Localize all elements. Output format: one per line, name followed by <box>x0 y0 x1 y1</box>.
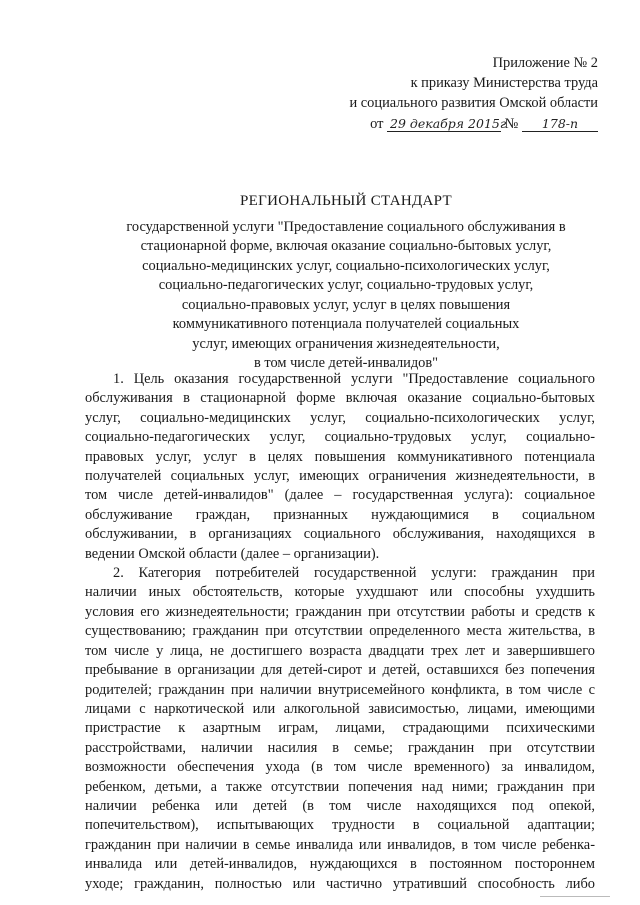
paragraph-2-line: возможности обеспечения ухода (в том числе временного) за инвалидом, <box>85 759 595 776</box>
paragraph-1-line: 1. Цель оказания государственной услуги "Предоставление социального <box>113 371 595 387</box>
paragraph-2-line: пристрастие к азартным играм, лицами, страдающими психическими <box>85 720 595 737</box>
title-line: государственной услуги "Предоставление социального обслуживания в <box>126 218 566 235</box>
title-line: в том числе детей-инвалидов" <box>253 355 439 371</box>
paragraph-1-line: социально-педагогических услуг, социально-трудовых услуг, социально- <box>85 429 595 446</box>
paragraph-2-line: попечительством), испытывающих трудности в социальной адаптации; <box>85 817 595 834</box>
title-line: коммуникативного потенциала получателей социальных <box>172 316 520 332</box>
handwritten-date: 29 декабря 2015г <box>387 116 501 132</box>
paragraph-1-line: обслуживании, в организациях социального обслуживания, находящихся в <box>85 526 595 543</box>
paragraph-1-line: правовых услуг, услуг в целях повышения коммуникативного потенциала <box>85 448 595 465</box>
appendix-title: Приложение № 2 <box>492 55 598 71</box>
paragraph-2-line: ребенком, детьми, а также отсутствии попечения над ними; гражданин при <box>85 778 595 795</box>
date-prefix: от <box>370 116 384 132</box>
scan-artifact <box>540 896 610 897</box>
paragraph-2-line: пребывание в организации для детей-сирот и детей, оставшихся без попечения <box>85 662 595 679</box>
handwritten-order-number: 178-п <box>522 116 598 132</box>
paragraph-1-line: обслуживания в стационарной форме включая оказание социально-бытовых <box>85 390 595 407</box>
paragraph-2-line: условия его жизнедеятельности; гражданин при отсутствии работы и средств к <box>85 603 595 620</box>
appendix-order-ref: к приказу Министерства труда <box>410 75 598 91</box>
paragraph-1-line: услуг, социально-медицинских услуг, социально-психологических услуг, <box>85 409 595 426</box>
number-prefix: № <box>504 116 519 132</box>
title-line: социально-педагогических услуг, социально-трудовых услуг, <box>158 277 534 293</box>
appendix-header <box>350 53 599 134</box>
document-title: РЕГИОНАЛЬНЫЙ СТАНДАРТ <box>240 193 452 209</box>
paragraph-2-line: расстройствами, наличии насилия в семье; гражданин при отсутствии <box>85 739 595 756</box>
title-line: социально-медицинских услуг, социально-психологических услуг, <box>142 257 550 274</box>
order-date-number-line <box>350 114 599 134</box>
paragraph-2-line: том числе у лица, не достигшего возраста двадцати трех лет и завершившего <box>85 642 595 659</box>
title-line: услуг, имеющих ограничения жизнедеятельности, <box>192 335 500 352</box>
paragraph-1-line: обслуживание граждан, признанных нуждающимися в социальном <box>85 506 595 523</box>
document-body <box>85 370 595 894</box>
paragraph-2-line: лицами с наркотической или алкогольной зависимостью, лицами, имеющими <box>85 700 595 717</box>
paragraph-2-line: существованию; гражданин при отсутствии определенного места жительства, в <box>85 623 595 640</box>
paragraph-2-line: 2. Категория потребителей государственной услуги: гражданин при <box>113 565 595 582</box>
paragraph-2-line: наличии иных обстоятельств, которые ухудшают или способны ухудшить <box>85 584 595 601</box>
title-line: стационарной форме, включая оказание социально-бытовых услуг, <box>140 238 552 254</box>
paragraph-1-line: получателей социальных услуг, имеющих ограничения жизнедеятельности, в <box>85 468 595 485</box>
paragraph-2-line: уходе; гражданин, полностью или частично утративший способность либо <box>85 875 595 892</box>
paragraph-2-line: гражданин при наличии в семье инвалида или инвалидов, в том числе ребенка- <box>85 836 595 853</box>
title-line: социально-правовых услуг, услуг в целях повышения <box>181 296 511 313</box>
paragraph-2-line: родителей; гражданин при наличии внутрисемейного конфликта, в том числе с <box>85 681 595 698</box>
paragraph-2-line: наличии ребенка или детей (в том числе находящихся под опекой, <box>85 797 595 814</box>
document-title-block <box>86 192 606 374</box>
paragraph-1-line: том числе детей-инвалидов" (далее – государственная услуга): социальное <box>85 487 595 504</box>
paragraph-1-line: ведении Омской области (далее – организации). <box>85 545 380 562</box>
appendix-ministry: и социального развития Омской области <box>349 95 598 111</box>
paragraph-2-line: инвалида или детей-инвалидов, нуждающихся в постоянном постороннем <box>85 856 595 873</box>
